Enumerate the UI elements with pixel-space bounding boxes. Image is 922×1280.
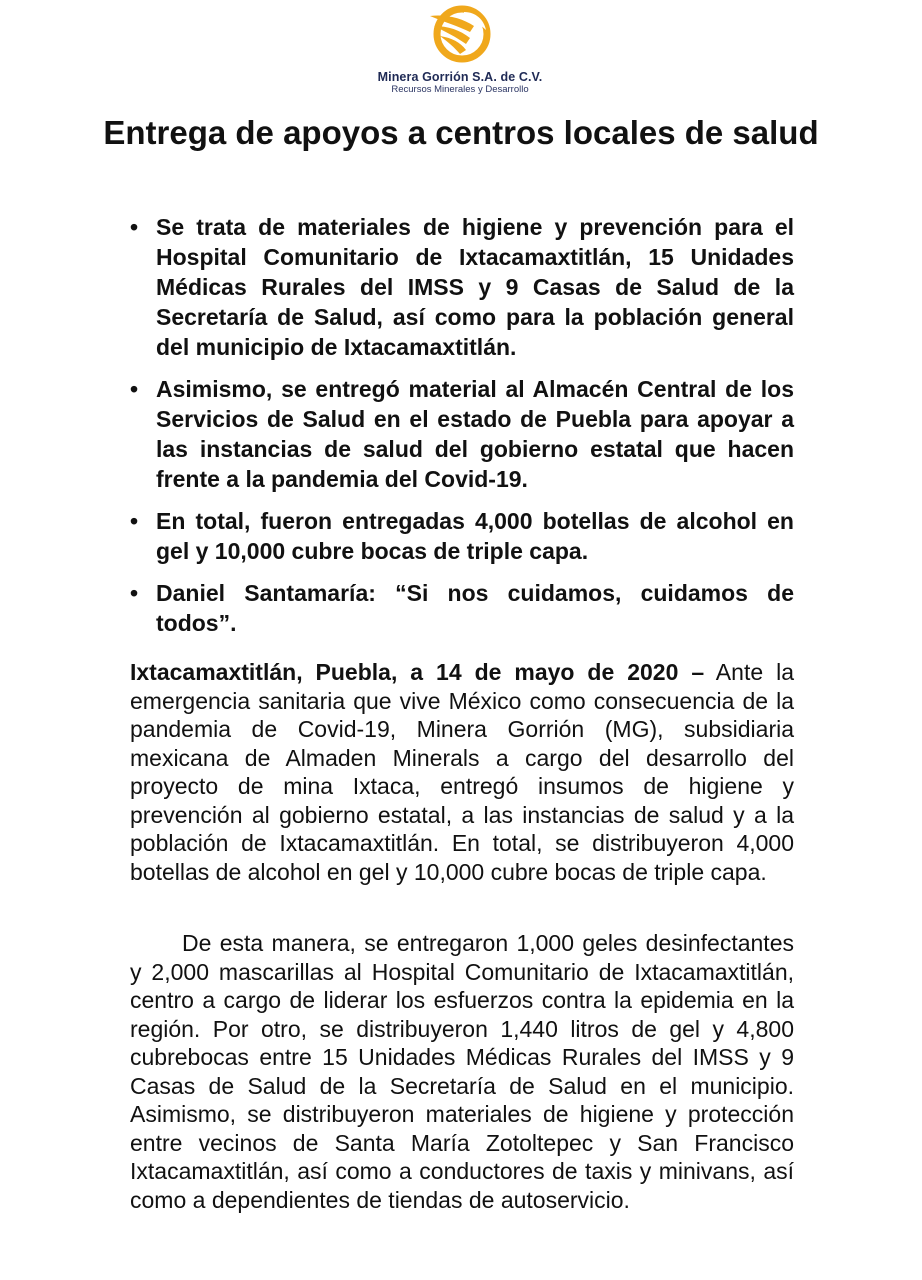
intro-text: Ante la emergencia sanitaria que vive México como consecuencia de la pandemia de Covid-19, Minera Gorrión (MG), subsidiaria mexicana de Almaden Minerals a cargo del desarrollo del proyecto de mina Ixtaca, entregó insumos de higiene y prevención al gobierno estatal, a las instancias de salud y a la población de Ixtacamaxtitlán. En total, se distribuyeron 4,000 botellas de alcohol en gel y 10,000 cubre bocas de triple capa. bbox=[130, 659, 794, 885]
body-paragraph-intro bbox=[130, 658, 794, 886]
summary-bullet bbox=[130, 212, 794, 362]
bullet-text: Daniel Santamaría: “Si nos cuidamos, cuidamos de todos”. bbox=[156, 580, 794, 636]
bullet-icon: • bbox=[130, 376, 139, 402]
bullet-icon: • bbox=[130, 508, 139, 534]
bullet-text: Se trata de materiales de higiene y prevención para el Hospital Comunitario de Ixtacamaxtitlán, 15 Unidades Médicas Rurales del IMSS y 9 Casas de Salud de la Secretaría de Salud, así como para la población general del municipio de Ixtacamaxtitlán. bbox=[156, 214, 794, 360]
bullet-icon: • bbox=[130, 214, 139, 240]
company-logo bbox=[360, 4, 560, 100]
summary-bullet bbox=[130, 578, 794, 638]
document-title: Entrega de apoyos a centros locales de salud bbox=[103, 114, 819, 151]
summary-bullet bbox=[130, 374, 794, 494]
body-paragraph-details: De esta manera, se entregaron 1,000 geles desinfectantes y 2,000 mascarillas al Hospital Comunitario de Ixtacamaxtitlán, centro a cargo de liderar los esfuerzos contra la epidemia en la región. Por otro, se distribuyeron 1,440 litros de gel y 4,800 cubrebocas entre 15 Unidades Médicas Rurales del IMSS y 9 Casas de Salud de la Secretaría de Salud en el municipio. Asimismo, se distribuyeron materiales de higiene y protección entre vecinos de Santa María Zotoltepec y San Francisco Ixtacamaxtitlán, así como a conductores de taxis y minivans, así como a dependientes de tiendas de autoservicio. bbox=[130, 930, 794, 1213]
summary-bullet-list bbox=[130, 212, 794, 650]
company-name: Minera Gorrión S.A. de C.V. bbox=[377, 70, 543, 84]
stylized-bird-circle-icon bbox=[424, 4, 496, 70]
company-tagline: Recursos Minerales y Desarrollo bbox=[391, 84, 529, 95]
dateline: Ixtacamaxtitlán, Puebla, a 14 de mayo de 2020 – bbox=[130, 659, 705, 685]
summary-bullet bbox=[130, 506, 794, 566]
bullet-icon: • bbox=[130, 580, 139, 606]
bullet-text: En total, fueron entregadas 4,000 botellas de alcohol en gel y 10,000 cubre bocas de triple capa. bbox=[156, 508, 794, 564]
bullet-text: Asimismo, se entregó material al Almacén Central de los Servicios de Salud en el estado de Puebla para apoyar a las instancias de salud del gobierno estatal que hacen frente a la pandemia del Covid-19. bbox=[156, 376, 794, 492]
